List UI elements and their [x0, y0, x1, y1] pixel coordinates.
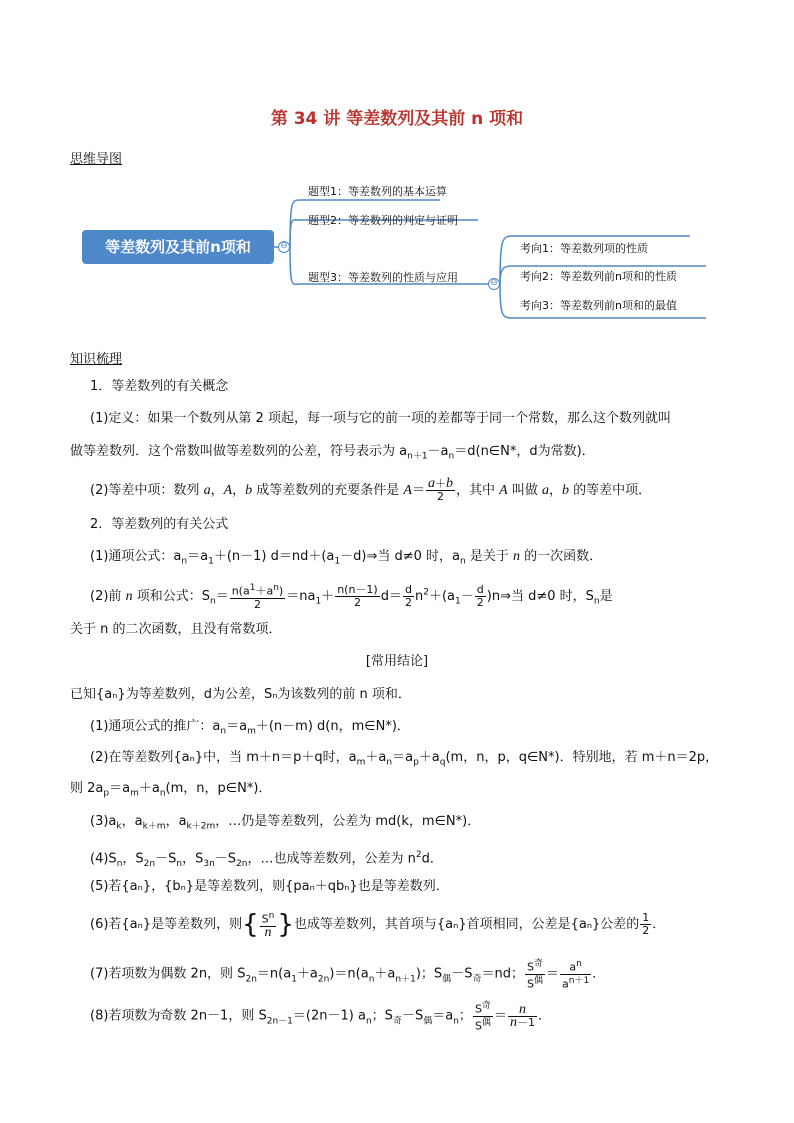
conclusion-7: (7)若项数为偶数 2n，则 $S_{2n}=n(a_1+a_{2n})=n(a_n+a_{n+1})$；$S_偶-S_奇=nd$； $\frac{S^奇}{S^偶}$ ＝ $\frac{a^n}{a^{n+1}}$ ．: [90, 959, 606, 991]
collapse-icon[interactable]: ⊖: [278, 241, 290, 253]
mindmap-sub-2: 考向2：等差数列前n项和的性质: [520, 270, 677, 283]
sum-formula-line: (2)前 n 项和公式：$S_n=$ $\frac{n(a^1+a^n)}{2}$ $=na_1+$ $\frac{n(n-1)}{2}$ d＝ $\frac{d}{2}$ $n^2+(a_1-$ $\frac{d}{2}$ )n⇒当 d≠0 时，$S_n$是: [90, 582, 613, 611]
section-knowledge: 知识梳理: [70, 352, 123, 367]
definition-line-2: 做等差数列．这个常数叫做等差数列的公差，符号表示为 $a_{n+1}-a_n=d(n\in N*$，d为常数)．: [70, 444, 595, 462]
conclusion-8: (8)若项数为奇数 2n－1，则 $S_{2n-1}=(2n-1)$ $a_n$；$S_奇-S_偶=a_n$； $\frac{S^奇}{S^偶}$ ＝ $\frac{n}{n-1}$ ．: [90, 1001, 551, 1033]
conclusion-1: (1)通项公式的推广：$a_n=a_m+(n-m)$ d(n，m∈N*)．: [90, 719, 410, 737]
conclusion-5: (5)若{aₙ}，{bₙ}是等差数列，则{paₙ＋qbₙ}也是等差数列．: [90, 879, 449, 894]
section-mindmap: 思维导图: [70, 152, 123, 167]
conclusion-4: $(4)S_n$，$S_{2n}-S_n$，$S_{3n}-S_{2n}$，…也成等差数列，公差为 $n^2d$．: [90, 850, 443, 869]
arithmetic-mean-line: (2)等差中项：数列 a，A，b 成等差数列的充要条件是 A＝ $\frac{a+b}{2}$ ，其中 A 叫做 a，b 的等差中项．: [90, 476, 652, 503]
heading-concepts: 1．等差数列的有关概念: [90, 379, 229, 394]
conclusion-intro: 已知{aₙ}为等差数列，d为公差，Sₙ为该数列的前 n 项和．: [70, 687, 411, 702]
conclusion-2: (2)在等差数列{aₙ}中，当 m＋n＝p＋q时，$a_m+a_n=a_p+a_q(m$，n，p，q∈N*)．特别地，若 m＋n＝2p，: [90, 750, 719, 768]
mindmap-branch-2: 题型2：等差数列的判定与证明: [308, 214, 458, 227]
sum-formula-line-2: 关于 n 的二次函数，且没有常数项．: [70, 622, 282, 637]
conclusion-6: (6)若{aₙ}是等差数列，则{ $\frac{S^n}{n}$ }也成等差数列，其首项与{aₙ}首项相同，公差是{aₙ}公差的 $\frac{1}{2}$ ．: [90, 909, 666, 940]
heading-formulas: 2．等差数列的有关公式: [90, 517, 229, 532]
definition-line-1: (1)定义：如果一个数列从第 2 项起，每一项与它的前一项的差都等于同一个常数，那么这个数列就叫: [90, 411, 671, 426]
mindmap-sub-1: 考向1：等差数列项的性质: [520, 242, 648, 255]
mindmap-sub-3: 考向3：等差数列前n项和的最值: [520, 299, 677, 312]
general-term-line: (1)通项公式：$a_n=a_1+(n-1)$ $d=nd+(a_1-d)\Rightarrow$当 d≠0 时，$a_n$ 是关于 n 的一次函数．: [90, 549, 603, 567]
conclusion-heading: [常用结论]: [365, 654, 429, 669]
conclusion-2b: 则 $2a_p=a_m+a_n(m$，n，p∈N*)．: [70, 781, 272, 799]
mindmap-root: 等差数列及其前n项和: [82, 230, 274, 264]
collapse-icon[interactable]: ⊖: [488, 278, 500, 290]
mindmap-branch-1: 题型1：等差数列的基本运算: [308, 185, 447, 198]
page-title: 第 34 讲 等差数列及其前 n 项和: [270, 109, 524, 129]
mindmap-branch-3: 题型3：等差数列的性质与应用: [308, 271, 458, 284]
conclusion-3: $(3)a_k$，$a_{k+m}$，$a_{k+2m}$，…仍是等差数列，公差为 md(k，m∈N*)．: [90, 814, 481, 832]
